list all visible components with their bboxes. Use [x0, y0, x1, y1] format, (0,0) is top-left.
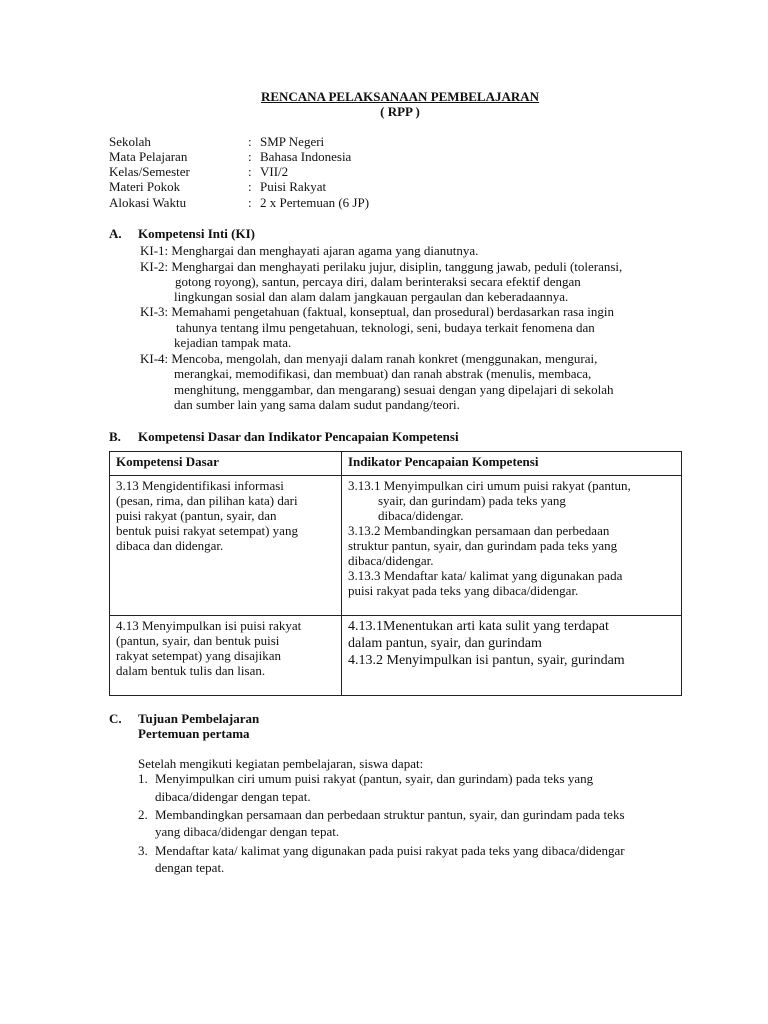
- identity-colon: :: [248, 134, 252, 149]
- identity-value-sekolah: SMP Negeri: [260, 134, 325, 149]
- ki-line: lingkungan sosial dan alam dalam jangkauan pergaulan dan keberadaannya.: [174, 289, 569, 304]
- identity-label-materi: Materi Pokok: [109, 179, 181, 194]
- list-item-number: 3.: [138, 843, 148, 858]
- table-row: [110, 476, 682, 616]
- competency-table: [109, 451, 682, 696]
- cell-line: 3.13.2 Membandingkan persamaan dan perbedaan: [348, 523, 610, 538]
- identity-colon: :: [248, 195, 252, 210]
- section-a-heading: Kompetensi Inti (KI): [138, 226, 255, 241]
- cell-line: bentuk puisi rakyat setempat) yang: [116, 523, 298, 538]
- section-b-letter: B.: [109, 429, 121, 444]
- cell-line: 4.13 Menyimpulkan isi puisi rakyat: [116, 618, 302, 633]
- ki-line: merangkai, memodifikasi, dan membuat) dan ranah abstrak (menulis, membaca,: [174, 366, 592, 381]
- section-c-intro: Setelah mengikuti kegiatan pembelajaran, siswa dapat:: [138, 756, 424, 771]
- cell-line: puisi rakyat (pantun, syair, dan: [116, 508, 277, 523]
- cell-line: syair, dan gurindam) pada teks yang: [378, 493, 566, 508]
- section-c-heading: Tujuan Pembelajaran: [138, 711, 260, 726]
- cell-line: 4.13.1Menentukan arti kata sulit yang terdapat: [348, 619, 609, 634]
- identity-colon: :: [248, 179, 252, 194]
- table-cell-kd: [110, 476, 342, 616]
- identity-label-alokasi: Alokasi Waktu: [109, 195, 187, 210]
- cell-line: 4.13.2 Menyimpulkan isi pantun, syair, gurindam: [348, 653, 625, 668]
- cell-line: 3.13.3 Mendaftar kata/ kalimat yang digunakan pada: [348, 568, 623, 583]
- table-cell-ipk: [342, 616, 682, 696]
- table-header-kd: Kompetensi Dasar: [110, 452, 342, 476]
- identity-label-mapel: Mata Pelajaran: [109, 149, 188, 164]
- cell-line: dalam pantun, syair, dan gurindam: [348, 636, 542, 651]
- identity-colon: :: [248, 149, 252, 164]
- cell-line: dalam bentuk tulis dan lisan.: [116, 663, 266, 678]
- cell-line: dibaca/didengar.: [348, 553, 434, 568]
- ki-line: KI-1: Menghargai dan menghayati ajaran agama yang dianutnya.: [140, 243, 479, 258]
- section-c-subheading: Pertemuan pertama: [138, 726, 250, 741]
- cell-line: dibaca dan didengar.: [116, 538, 224, 553]
- cell-line: struktur pantun, syair, dan gurindam pada teks yang: [348, 538, 618, 553]
- list-item-text: dibaca/didengar dengan tepat.: [155, 789, 311, 804]
- list-item-text: dengan tepat.: [155, 860, 225, 875]
- cell-line: rakyat setempat) yang disajikan: [116, 648, 281, 663]
- cell-line: (pantun, syair, dan bentuk puisi: [116, 633, 280, 648]
- table-cell-kd: [110, 616, 342, 696]
- cell-line: dibaca/didengar.: [378, 508, 464, 523]
- list-item-text: Menyimpulkan ciri umum puisi rakyat (pantun, syair, dan gurindam) pada teks yang: [155, 771, 594, 786]
- list-item-number: 2.: [138, 807, 148, 822]
- ki-line: KI-3: Memahami pengetahuan (faktual, konseptual, dan prosedural) berdasarkan rasa ingin: [140, 304, 614, 319]
- list-item-number: 1.: [138, 771, 148, 786]
- identity-value-mapel: Bahasa Indonesia: [260, 149, 352, 164]
- list-item-text: yang dibaca/didengar dengan tepat.: [155, 824, 340, 839]
- document-title: RENCANA PELAKSANAAN PEMBELAJARAN: [260, 89, 540, 104]
- identity-value-kelas: VII/2: [260, 164, 289, 179]
- cell-line: puisi rakyat pada teks yang dibaca/didengar.: [348, 583, 579, 598]
- identity-value-alokasi: 2 x Pertemuan (6 JP): [260, 195, 370, 210]
- ki-line: KI-4: Mencoba, mengolah, dan menyaji dalam ranah konkret (menggunakan, mengurai,: [140, 351, 598, 366]
- table-cell-ipk: [342, 476, 682, 616]
- ki-line: dan sumber lain yang sama dalam sudut pandang/teori.: [174, 397, 460, 412]
- table-header-row: [110, 452, 682, 476]
- ki-line: gotong royong), santun, percaya diri, dalam berinteraksi secara efektif dengan: [175, 274, 581, 289]
- identity-label-kelas: Kelas/Semester: [109, 164, 190, 179]
- ki-line: KI-2: Menghargai dan menghayati perilaku jujur, disiplin, tanggung jawab, peduli (toleransi,: [140, 259, 623, 274]
- cell-line: 3.13 Mengidentifikasi informasi: [116, 478, 284, 493]
- identity-colon: :: [248, 164, 252, 179]
- ki-line: menghitung, menggambar, dan mengarang) sesuai dengan yang dipelajari di sekolah: [174, 382, 614, 397]
- section-b-heading: Kompetensi Dasar dan Indikator Pencapaian Kompetensi: [138, 429, 459, 444]
- section-c-letter: C.: [109, 711, 122, 726]
- cell-line: 3.13.1 Menyimpulkan ciri umum puisi rakyat (pantun,: [348, 478, 631, 493]
- cell-line: (pesan, rima, dan pilihan kata) dari: [116, 493, 298, 508]
- document-subtitle: ( RPP ): [380, 104, 420, 119]
- list-item-text: Mendaftar kata/ kalimat yang digunakan pada puisi rakyat pada teks yang dibaca/didengar: [155, 843, 625, 858]
- identity-value-materi: Puisi Rakyat: [260, 179, 327, 194]
- list-item-text: Membandingkan persamaan dan perbedaan struktur pantun, syair, dan gurindam pada teks: [155, 807, 625, 822]
- table-row: [110, 616, 682, 696]
- ki-line: kejadian tampak mata.: [174, 335, 292, 350]
- ki-line: tahunya tentang ilmu pengetahuan, teknologi, seni, budaya terkait fenomena dan: [176, 320, 595, 335]
- table-header-ipk: Indikator Pencapaian Kompetensi: [342, 452, 682, 476]
- identity-label-sekolah: Sekolah: [109, 134, 151, 149]
- section-a-letter: A.: [109, 226, 122, 241]
